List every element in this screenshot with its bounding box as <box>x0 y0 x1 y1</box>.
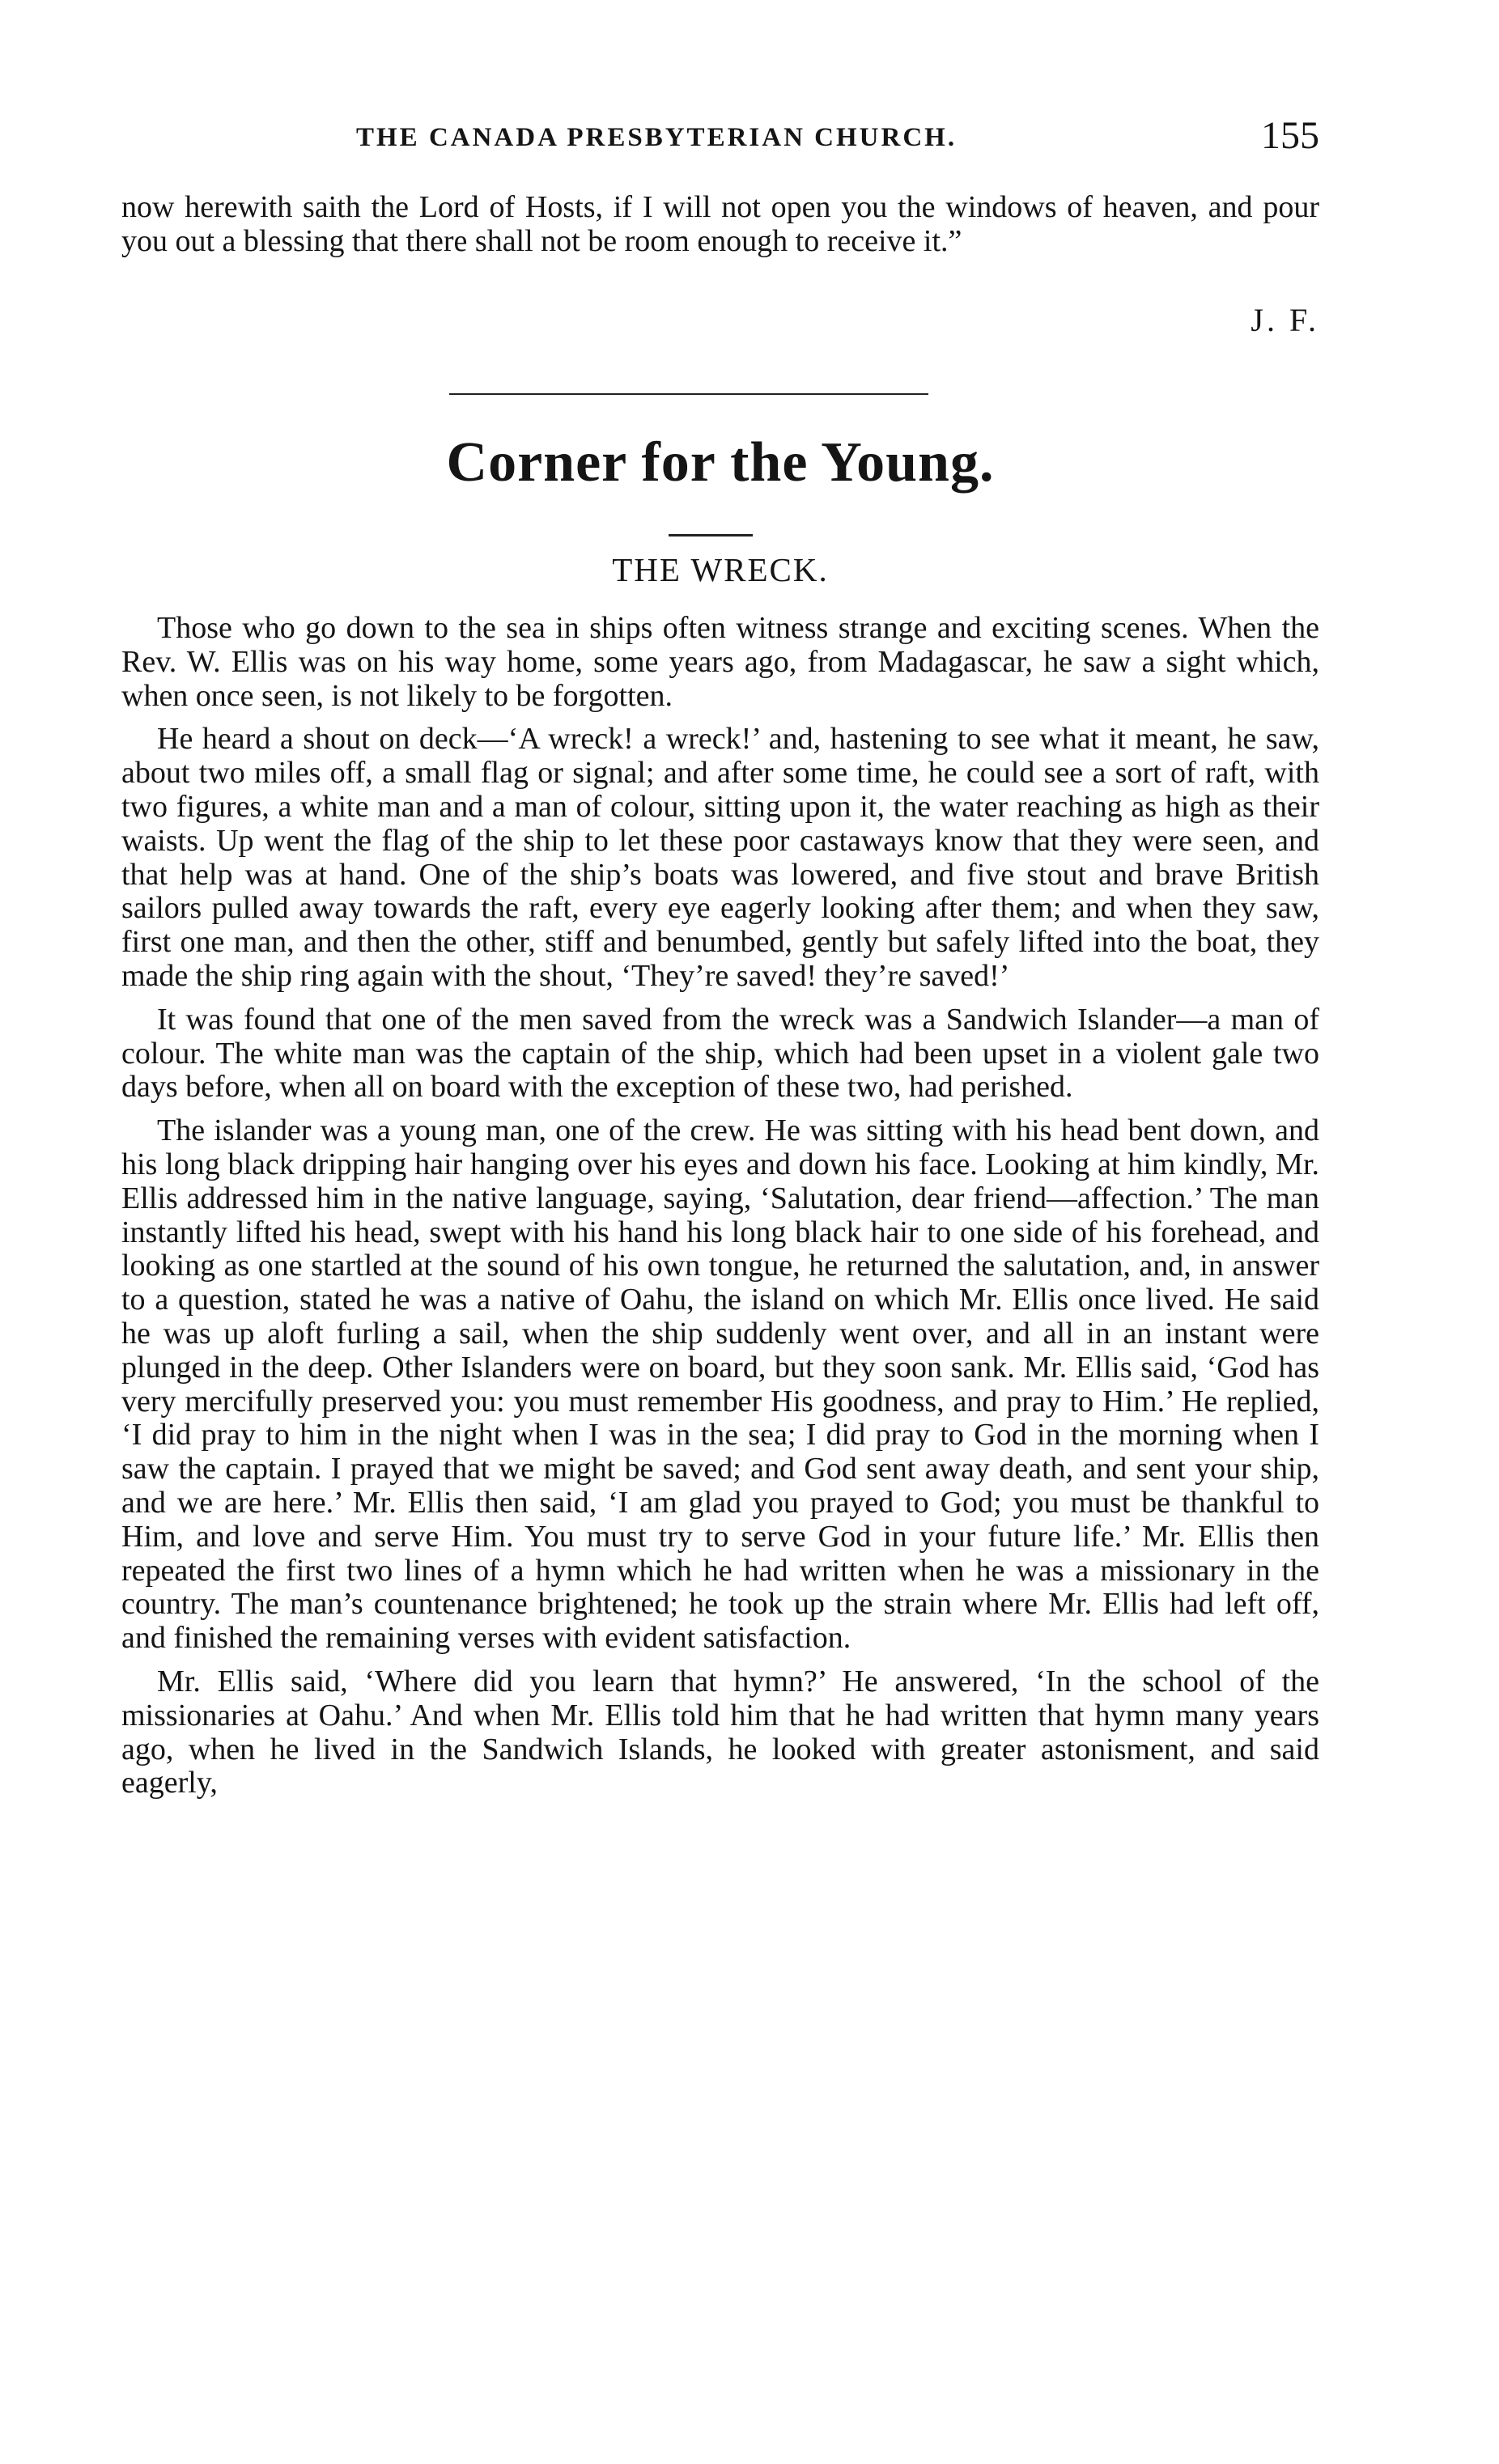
running-title: THE CANADA PRESBYTERIAN CHURCH. <box>356 123 958 152</box>
title-underline-rule <box>669 534 753 536</box>
article-body <box>121 612 1319 1810</box>
section-title: Corner for the Young. <box>446 431 995 494</box>
article-paragraph: Mr. Ellis said, ‘Where did you learn that hymn?’ He answered, ‘In the school of the missionaries at Oahu.’ And when Mr. Ellis told him that he had written that hymn many years ago, when he lived in the Sandwich Islands, he looked with greater astonisment, and said eagerly, <box>121 1664 1319 1800</box>
section-divider-rule <box>449 393 928 395</box>
article-title: THE WRECK. <box>612 551 829 588</box>
article-paragraph: It was found that one of the men saved from the wreck was a Sandwich Islander—a man of colour. The white man was the captain of the ship, which had been upset in a violent gale two days before, when all on board with the exception of these two, had perished. <box>121 1002 1319 1105</box>
author-signature: J. F. <box>1251 302 1319 338</box>
article-paragraph: Those who go down to the sea in ships often witness strange and exciting scenes. When the Rev. W. Ellis was on his way home, some years ago, from Madagascar, he saw a sight which, when once seen, is not likely to be forgotten. <box>121 611 1319 713</box>
article-paragraph: He heard a shout on deck—‘A wreck! a wreck!’ and, hastening to see what it meant, he saw, about two miles off, a small flag or signal; and after some time, he could see a sort of raft, with two figures, a white man and a man of colour, sitting upon it, the water reaching as high as their waists. Up went the flag of the ship to let these poor castaways know that they were seen, and that help was at hand. One of the ship’s boats was lowered, and five stout and brave British sailors pulled away towards the raft, every eye eagerly looking after them; and when they saw, first one man, and then the other, stiff and benumbed, gently but safely lifted into the boat, they made the ship ring again with the shout, ‘They’re saved! they’re saved!’ <box>121 722 1319 993</box>
intro-text-block <box>121 191 1319 259</box>
page-number: 155 <box>1261 114 1319 157</box>
article-paragraph: The islander was a young man, one of the crew. He was sitting with his head bent down, and his long black dripping hair hanging over his eyes and down his face. Looking at him kindly, Mr. Ellis addressed him in the native language, saying, ‘Salutation, dear friend—affection.’ The man instantly lifted his head, swept with his hand his long black hair to one side of his forehead, and looking as one startled at the sound of his own tongue, he returned the salutation, and, in answer to a question, stated he was a native of Oahu, the island on which Mr. Ellis once lived. He said he was up aloft furling a sail, when the ship suddenly went over, and all in an instant were plunged in the deep. Other Islanders were on board, but they soon sank. Mr. Ellis said, ‘God has very mercifully preserved you: you must remember His goodness, and pray to Him.’ He replied, ‘I did pray to him in the night when I was in the sea; I did pray to God in the morning when I saw the captain. I prayed that we might be saved; and God sent away death, and sent your ship, and we are here.’ Mr. Ellis then said, ‘I am glad you prayed to God; you must be thankful to Him, and love and serve Him. You must try to serve God in your future life.’ Mr. Ellis then repeated the first two lines of a hymn which he had written when he was a missionary in the country. The man’s countenance brightened; he took up the strain where Mr. Ellis had left off, and finished the remaining verses with evident satisfaction. <box>121 1113 1319 1656</box>
intro-paragraph: now herewith saith the Lord of Hosts, if I will not open you the windows of heaven, and pour you out a blessing that there shall not be room enough to receive it.” <box>121 190 1319 258</box>
running-header <box>121 113 1319 162</box>
